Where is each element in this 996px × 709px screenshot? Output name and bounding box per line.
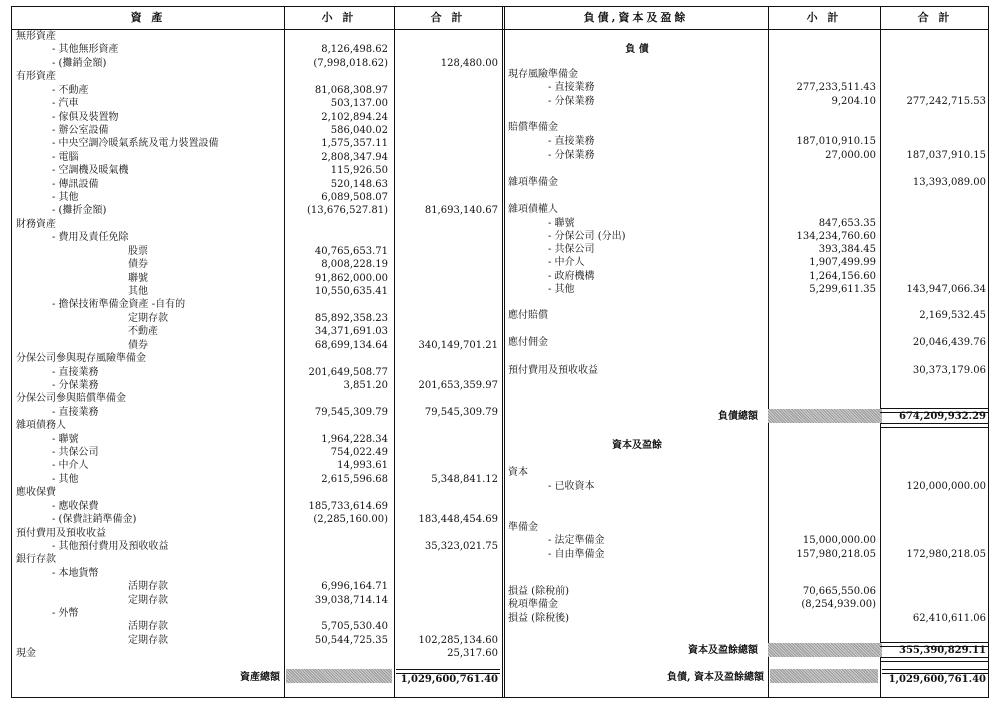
col-divider bbox=[284, 7, 285, 697]
subtotal-value: 1,907,499.99 bbox=[809, 257, 876, 268]
subtotal-value: 185,733,614.69 bbox=[308, 501, 388, 512]
total-value: 30,373,179.06 bbox=[912, 365, 986, 376]
total-value: 2,169,532.45 bbox=[919, 310, 986, 321]
subtotal-value: 847,653.35 bbox=[818, 218, 876, 229]
subtotal-value: 2,808,347.94 bbox=[321, 152, 388, 163]
total-value: 340,149,701.21 bbox=[418, 340, 498, 351]
subtotal-value: 27,000.00 bbox=[825, 150, 876, 161]
subtotal-value: 1,264,156.60 bbox=[809, 271, 876, 282]
subtotal-value: 39,038,714.14 bbox=[314, 595, 388, 606]
total-value: 62,410,611.06 bbox=[912, 613, 986, 624]
row-label: 雜項準備金 bbox=[508, 177, 558, 188]
row-label: 財務資產 bbox=[16, 219, 56, 230]
subtotal-value: 503,137.00 bbox=[330, 98, 388, 109]
assets-total-label: 資產總額 bbox=[240, 672, 280, 683]
header-rule bbox=[12, 29, 988, 30]
subtotal-value: 201,649,508.77 bbox=[308, 367, 388, 378]
row-label: - 不動產 bbox=[52, 85, 89, 96]
header-subtotal-right: 小 計 bbox=[806, 11, 842, 24]
assets-total-value: 1,029,600,761.40 bbox=[400, 674, 498, 685]
grand-total-value: 1,029,600,761.40 bbox=[888, 674, 986, 685]
shaded-cell bbox=[770, 669, 878, 683]
row-label: - 其他 bbox=[52, 474, 79, 485]
subtotal-value: 3,851.20 bbox=[343, 380, 388, 391]
subtotal-value: 2,615,596.68 bbox=[321, 474, 388, 485]
row-label: 現存風險準備金 bbox=[508, 69, 578, 80]
total-value: 187,037,910.15 bbox=[906, 150, 986, 161]
subtotal-value: 2,102,894.24 bbox=[321, 112, 388, 123]
subtotal-value: 520,148.63 bbox=[330, 179, 388, 190]
double-rule bbox=[880, 423, 988, 428]
total-value: 5,348,841.12 bbox=[431, 474, 498, 485]
header-subtotal-left: 小 計 bbox=[321, 11, 357, 24]
row-label: - 法定準備金 bbox=[548, 535, 605, 546]
grand-total-value: 674,209,932.29 bbox=[899, 411, 986, 422]
total-label: 資本及盈餘總額 bbox=[688, 645, 758, 656]
total-value: 201,653,359.97 bbox=[418, 380, 498, 391]
row-label: 預付費用及預收收益 bbox=[508, 365, 598, 376]
row-label: - 直接業務 bbox=[548, 82, 595, 93]
row-label: - (攤銷金額) bbox=[52, 58, 107, 69]
row-label: - 中介人 bbox=[52, 460, 89, 471]
row-label: 損益 (除稅前) bbox=[508, 586, 569, 597]
row-label: 債券 bbox=[128, 340, 148, 351]
total-value: 79,545,309.79 bbox=[424, 407, 498, 418]
row-label: 預付費用及預收收益 bbox=[16, 528, 106, 539]
subtotal-value: (13,676,527.81) bbox=[307, 205, 388, 216]
row-label: - (保費註銷準備金) bbox=[52, 514, 137, 525]
subtotal-value: 6,996,164.71 bbox=[321, 581, 388, 592]
double-rule bbox=[880, 657, 988, 662]
row-label: 其他 bbox=[128, 286, 148, 297]
total-value: 102,285,134.60 bbox=[418, 635, 498, 646]
total-value: 172,980,218.05 bbox=[906, 549, 986, 560]
subtotal-value: 9,204.10 bbox=[831, 96, 876, 107]
row-label: 雜項債權人 bbox=[508, 204, 558, 215]
total-value: 13,393,089.00 bbox=[912, 177, 986, 188]
row-label: - 分保公司 (分出) bbox=[548, 231, 626, 242]
subtotal-value: 134,234,760.60 bbox=[796, 231, 876, 242]
subtotal-value: 1,575,357.11 bbox=[321, 138, 388, 149]
header-total-left: 合 計 bbox=[430, 11, 466, 24]
subtotal-value: 8,126,498.62 bbox=[321, 44, 388, 55]
subtotal-value: 34,371,691.03 bbox=[314, 326, 388, 337]
subtotal-value: 187,010,910.15 bbox=[796, 136, 876, 147]
row-label: - 本地貨幣 bbox=[52, 568, 99, 579]
col-divider-center bbox=[504, 7, 505, 697]
total-value: 81,693,140.67 bbox=[424, 205, 498, 216]
row-label: - 直接業務 bbox=[52, 407, 99, 418]
row-label: - 共保公司 bbox=[52, 447, 99, 458]
subtotal-value: 85,892,358.23 bbox=[314, 313, 388, 324]
shaded-cell bbox=[768, 643, 882, 657]
row-label: - 分保業務 bbox=[52, 380, 99, 391]
subtotal-value: 157,980,218.05 bbox=[796, 549, 876, 560]
subtotal-value: (7,998,018.62) bbox=[313, 58, 388, 69]
row-label: 定期存款 bbox=[128, 635, 168, 646]
total-value: 128,480.00 bbox=[440, 58, 498, 69]
subtotal-value: 1,964,228.34 bbox=[321, 434, 388, 445]
subtotal-value: 70,665,550.06 bbox=[802, 586, 876, 597]
row-label: - 應收保費 bbox=[52, 501, 99, 512]
row-label: - 分保業務 bbox=[548, 96, 595, 107]
subtotal-value: (2,285,160.00) bbox=[313, 514, 388, 525]
row-label: 活期存款 bbox=[128, 581, 168, 592]
row-label: - 傢俱及裝置物 bbox=[52, 112, 119, 123]
shaded-cell bbox=[286, 669, 392, 683]
row-label: - 其他預付費用及預收收益 bbox=[52, 541, 169, 552]
row-label: 應付佣金 bbox=[508, 337, 548, 348]
section-heading: 負 債 bbox=[625, 44, 649, 55]
subtotal-value: 81,068,308.97 bbox=[314, 85, 388, 96]
row-label: 有形資產 bbox=[16, 71, 56, 82]
row-label: 資本 bbox=[508, 467, 528, 478]
subtotal-value: 79,545,309.79 bbox=[314, 407, 388, 418]
row-label: - 政府機構 bbox=[548, 271, 595, 282]
subtotal-value: (8,254,939.00) bbox=[801, 599, 876, 610]
row-label: - 擔保技術準備金資產 -自有的 bbox=[52, 299, 186, 310]
subtotal-value: 91,862,000.00 bbox=[314, 273, 388, 284]
row-label: 現金 bbox=[16, 648, 36, 659]
subtotal-value: 50,544,725.35 bbox=[314, 635, 388, 646]
row-label: 定期存款 bbox=[128, 595, 168, 606]
subtotal-value: 6,089,508.07 bbox=[321, 192, 388, 203]
total-label: 負債總額 bbox=[718, 411, 758, 422]
row-label: - 直接業務 bbox=[52, 367, 99, 378]
row-label: - 共保公司 bbox=[548, 244, 595, 255]
row-label: 債券 bbox=[128, 259, 148, 270]
header-liab-equity: 負債,資本及盈餘 bbox=[583, 11, 689, 24]
row-label: - 自由準備金 bbox=[548, 549, 605, 560]
row-label: - 費用及責任免除 bbox=[52, 232, 129, 243]
subtotal-value: 15,000,000.00 bbox=[802, 535, 876, 546]
row-label: - 其他 bbox=[52, 192, 79, 203]
row-label: 準備金 bbox=[508, 522, 538, 533]
total-value: 20,046,439.76 bbox=[912, 337, 986, 348]
total-value: 35,323,021.75 bbox=[424, 541, 498, 552]
row-label: - 空調機及暖氣機 bbox=[52, 165, 129, 176]
row-label: 損益 (除稅後) bbox=[508, 613, 569, 624]
row-label: - 汽車 bbox=[52, 98, 79, 109]
col-divider bbox=[880, 7, 881, 697]
row-label: 活期存款 bbox=[128, 621, 168, 632]
row-label: 定期存款 bbox=[128, 313, 168, 324]
total-value: 277,242,715.53 bbox=[906, 96, 986, 107]
row-label: - 辦公室設備 bbox=[52, 125, 109, 136]
subtotal-value: 10,550,635.41 bbox=[314, 286, 388, 297]
header-assets: 資 產 bbox=[130, 11, 166, 24]
subtotal-value: 8,008,228.19 bbox=[321, 259, 388, 270]
header-total-right: 合 計 bbox=[917, 11, 953, 24]
subtotal-value: 14,993.61 bbox=[337, 460, 388, 471]
total-value: 143,947,066.34 bbox=[906, 284, 986, 295]
row-label: - 已收資本 bbox=[548, 481, 595, 492]
row-label: 股票 bbox=[128, 246, 148, 257]
row-label: - 中介人 bbox=[548, 257, 585, 268]
subtotal-value: 586,040.02 bbox=[330, 125, 388, 136]
row-label: - 電腦 bbox=[52, 152, 79, 163]
subtotal-value: 5,299,611.35 bbox=[809, 284, 876, 295]
row-label: 分保公司參與賠償準備金 bbox=[16, 393, 126, 404]
row-label: 銀行存款 bbox=[16, 554, 56, 565]
row-label: 稅項準備金 bbox=[508, 599, 558, 610]
subtotal-value: 277,233,511.43 bbox=[796, 82, 876, 93]
section-heading: 資本及盈餘 bbox=[612, 440, 662, 451]
balance-sheet bbox=[11, 6, 989, 698]
total-value: 183,448,454.69 bbox=[418, 514, 498, 525]
shaded-cell bbox=[768, 409, 882, 423]
subtotal-value: 393,384.45 bbox=[818, 244, 876, 255]
col-divider bbox=[768, 7, 769, 697]
total-value: 25,317.60 bbox=[447, 648, 498, 659]
row-label: - 聯號 bbox=[548, 218, 575, 229]
grand-total-label: 負債, 資本及盈餘總額 bbox=[667, 672, 764, 683]
row-label: 賠償準備金 bbox=[508, 122, 558, 133]
row-label: - 其他無形資產 bbox=[52, 44, 119, 55]
row-label: 應收保費 bbox=[16, 487, 56, 498]
col-divider-center bbox=[502, 7, 503, 697]
total-value: 120,000,000.00 bbox=[906, 481, 986, 492]
row-label: 雜項債務人 bbox=[16, 420, 66, 431]
col-divider bbox=[394, 7, 395, 697]
grand-total-value: 355,390,829.11 bbox=[899, 645, 986, 656]
subtotal-value: 5,705,530.40 bbox=[321, 621, 388, 632]
row-label: - 聯號 bbox=[52, 434, 79, 445]
row-label: 分保公司參與現存風險準備金 bbox=[16, 353, 146, 364]
subtotal-value: 68,699,134.64 bbox=[314, 340, 388, 351]
row-label: 無形資產 bbox=[16, 31, 56, 42]
row-label: - 中央空調冷暖氣系統及電力裝置設備 bbox=[52, 138, 219, 149]
subtotal-value: 115,926.50 bbox=[330, 165, 388, 176]
row-label: - 分保業務 bbox=[548, 150, 595, 161]
row-label: 不動產 bbox=[128, 326, 158, 337]
row-label: - 其他 bbox=[548, 284, 575, 295]
subtotal-value: 754,022.49 bbox=[330, 447, 388, 458]
row-label: - 外幣 bbox=[52, 608, 79, 619]
subtotal-value: 40,765,653.71 bbox=[314, 246, 388, 257]
row-label: - (攤折金額) bbox=[52, 205, 107, 216]
row-label: 應付賠償 bbox=[508, 310, 548, 321]
row-label: - 直接業務 bbox=[548, 136, 595, 147]
row-label: 聯號 bbox=[128, 273, 148, 284]
row-label: - 傳訊設備 bbox=[52, 179, 99, 190]
